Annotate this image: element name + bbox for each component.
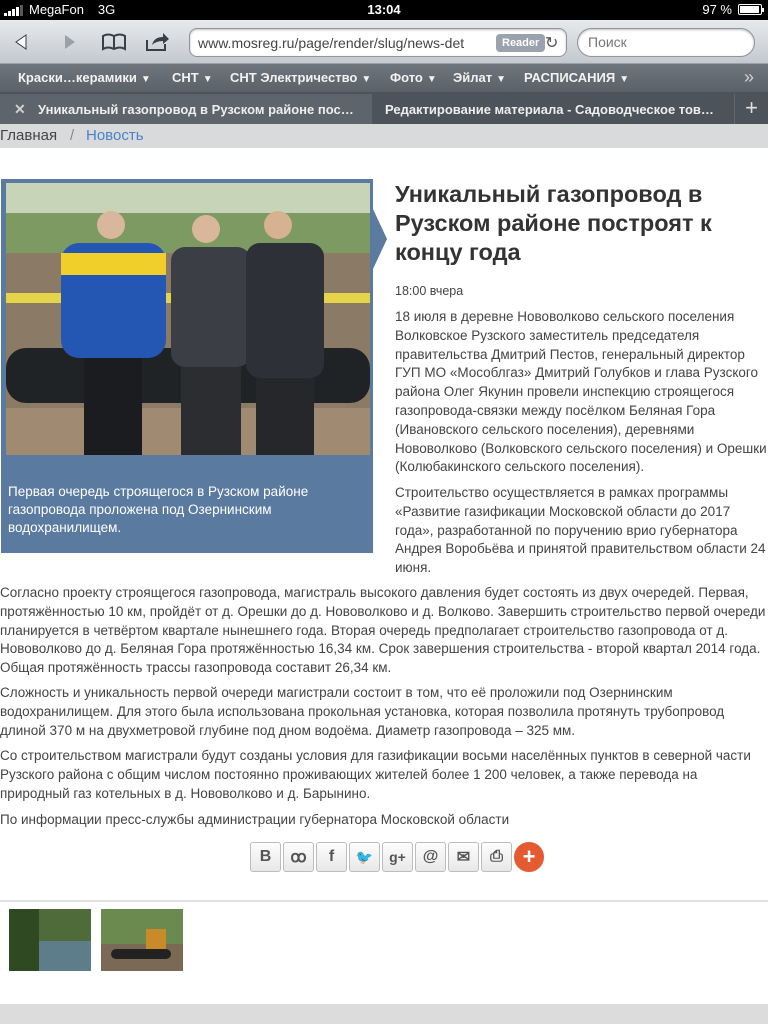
chevron-down-icon: ▼ [619, 74, 630, 85]
search-input[interactable] [588, 34, 738, 50]
thumbnail-image [101, 909, 183, 971]
photo-illustration [6, 183, 370, 455]
bookmark-label: СНТ [172, 70, 199, 85]
facebook-icon: f [328, 848, 335, 865]
close-tab-icon[interactable]: ✕ [14, 101, 26, 117]
email-icon: ✉ [456, 849, 471, 866]
bookmark-label: Эйлат [453, 70, 493, 85]
bookmarks-bar [0, 64, 768, 92]
battery-icon [738, 4, 762, 15]
article-time: 18:00 вчера [395, 284, 464, 298]
gallery-thumbnail[interactable] [101, 909, 183, 971]
print-icon: ⎙ [490, 848, 503, 865]
more-share-icon: + [522, 844, 536, 869]
article-source: По информации пресс-службы администрации губернатора Московской области [0, 812, 510, 827]
facebook-share-button[interactable] [316, 842, 347, 872]
battery-percent: 97 % [702, 2, 732, 17]
share-icon [144, 31, 170, 53]
breadcrumb [0, 124, 768, 148]
email-share-button[interactable] [448, 842, 479, 872]
chevron-down-icon: ▼ [361, 74, 372, 85]
breadcrumb-separator: / [70, 127, 75, 144]
reader-button[interactable]: Reader [496, 34, 545, 52]
article-paragraph: Согласно проекту строящегося газопровода, магистраль высокого давления будет состоять из двух очередей. Первая, протяжённостью 10 км, пройдёт от д. Орешки до д. Нововолково и д. Волково. Завершить строительство первой очереди планируется в четвёртом квартале нынешнего года. Вторая очередь предполагает строительство газопровода от д. Нововолково до д. Беляная Гора протяжённостью 16,34 км. Срок завершения строительства - второй квартал 2014 года. Общая протяжённость трассы газопровода составит 26,34 км. [0, 585, 766, 676]
article-photo[interactable] [6, 183, 370, 455]
share-button[interactable] [143, 29, 171, 55]
bookmark-label: Фото [390, 70, 423, 85]
tab-article[interactable] [0, 94, 372, 124]
article-paragraph: Строительство осуществляется в рамках программы «Развитие газификации Московской области до 2017 года», разработанной по поручению врио губернатора Андрея Воробьёва и принятой правительством области 24 июня. [395, 485, 766, 576]
bookmark-label: Краски…керамики [18, 70, 137, 85]
bookmark-folder[interactable] [524, 70, 629, 85]
breadcrumb-current[interactable]: Новость [86, 127, 144, 144]
chevron-down-icon: ▼ [202, 74, 213, 85]
odnoklassniki-share-button[interactable] [283, 842, 314, 872]
article-paragraph: 18 июля в деревне Нововолково сельского поселения Волковское Рузского заместитель председателя правительства Дмитрий Пестов, генеральный директор ГУП МО «Мособлгаз» Дмитрий Голубков и глава Рузского района Олег Якунин провели инспекцию строящегося газопровода-связки между посёлком Беляная Гора (Ивановского сельского поселения), деревнями Нововолково (Волковского сельского поселения) и Орешки (Колюбакинского сельского поселения). [395, 309, 767, 475]
carrier-name: MegaFon [29, 2, 84, 17]
browser-toolbar [0, 20, 768, 64]
tab-bar [0, 92, 768, 124]
vk-share-button[interactable] [250, 842, 281, 872]
bookmark-folder[interactable] [230, 70, 371, 85]
status-bar [0, 0, 768, 20]
chevron-down-icon: ▼ [140, 74, 151, 85]
mailru-icon: @ [422, 848, 439, 865]
back-icon [12, 32, 32, 52]
thumbnail-image [9, 909, 91, 971]
mailru-share-button[interactable] [415, 842, 446, 872]
googleplus-share-button[interactable] [382, 842, 413, 872]
figure-pointer [373, 209, 387, 269]
article-title: Уникальный газопровод в Рузском районе построят к концу года [395, 181, 712, 265]
network-type: 3G [97, 2, 116, 17]
bookmarks-icon [101, 32, 127, 52]
article-figure [1, 179, 373, 553]
figure-caption: Первая очередь строящегося в Рузском районе газопровода проложена под Озернинским водохранилищем. [8, 484, 309, 535]
footer-bar [0, 1004, 768, 1024]
bookmark-folder[interactable] [172, 70, 213, 85]
article-paragraph: Со строительством магистрали будут созданы условия для газификации восьми населённых пунктов в северной части Рузского района с общим числом постоянно проживающих жителей более 1 200 человек, а также перевода на природный газ котельных в д. Нововолково и д. Барынино. [0, 748, 751, 801]
reload-icon[interactable]: ↻ [545, 35, 559, 52]
clock: 13:04 [367, 2, 401, 17]
chevron-down-icon: ▼ [426, 74, 437, 85]
tab-label: Уникальный газопровод в Рузском районе пос… [38, 102, 354, 117]
bookmark-label: СНТ Электричество [230, 70, 358, 85]
more-share-button[interactable] [514, 842, 544, 872]
print-button[interactable] [481, 842, 512, 872]
bookmark-label: РАСПИСАНИЯ [524, 70, 616, 85]
share-buttons [250, 842, 545, 872]
new-tab-icon[interactable]: + [734, 94, 768, 124]
bookmark-folder[interactable] [453, 70, 506, 85]
tab-label: Редактирование материала - Садоводческое тов… [385, 102, 714, 117]
bookmark-folder[interactable] [390, 70, 437, 85]
address-bar[interactable] [189, 28, 567, 57]
tab-editor[interactable] [373, 94, 733, 124]
forward-icon [59, 32, 79, 52]
vk-icon: В [259, 848, 272, 865]
bookmark-folder[interactable] [18, 70, 151, 85]
breadcrumb-home[interactable]: Главная [0, 127, 58, 144]
article-paragraph: Сложность и уникальность первой очереди магистрали состоит в том, что её проложили под Озернинским водохранилищем. Для этого была использована прокольная установка, которая позволила протянуть трубопровод длиной 370 м на двухметровой глубине под дном водоёма. Диаметр газопровода – 325 мм. [0, 685, 725, 738]
search-bar[interactable] [577, 28, 755, 57]
twitter-share-button[interactable] [349, 842, 380, 872]
forward-button[interactable] [55, 29, 83, 55]
back-button[interactable] [8, 29, 36, 55]
more-bookmarks-icon[interactable]: » [743, 67, 754, 87]
gallery-thumbnail[interactable] [9, 909, 91, 971]
section-divider [0, 900, 768, 902]
odnoklassniki-icon: ꝏ [290, 849, 307, 866]
url-text[interactable]: www.mosreg.ru/page/render/slug/news-det [198, 35, 465, 51]
googleplus-icon: g+ [389, 849, 406, 865]
bookmarks-button[interactable] [100, 29, 128, 55]
twitter-icon: 🐦 [355, 848, 374, 865]
chevron-down-icon: ▼ [496, 74, 507, 85]
